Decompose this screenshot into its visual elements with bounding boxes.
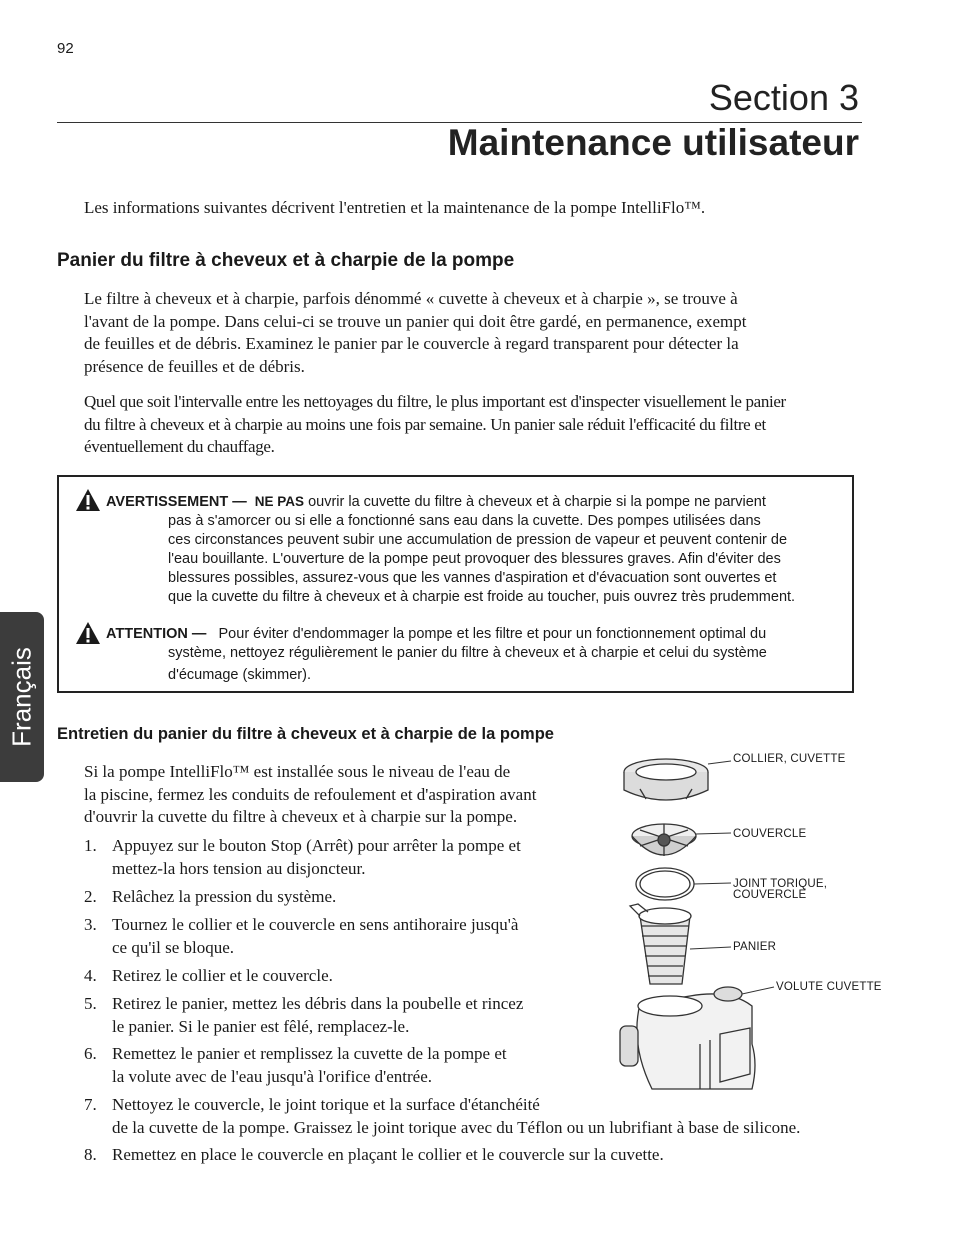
step-text: ce qu'il se bloque. — [112, 937, 235, 957]
step-number: 6. — [84, 1044, 97, 1063]
label-collar: COLLIER, CUVETTE — [733, 753, 846, 765]
text-line: du filtre à cheveux et à charpie au moins une fois par semaine. Un panier sale réduit l'efficacité du filtre et — [84, 414, 766, 434]
step-text: Retirez le panier, mettez les débris dans la poubelle et rincez — [112, 994, 524, 1013]
step-text: Retirez le collier et le couvercle. — [112, 966, 333, 985]
pump-exploded-diagram — [610, 744, 910, 1104]
step-number: 7. — [84, 1095, 97, 1114]
basket-paragraph-1 — [84, 288, 854, 378]
intro-paragraph: Les informations suivantes décrivent l'entretien et la maintenance de la pompe IntelliFlo™. — [84, 198, 706, 217]
text-line: de feuilles et de débris. Examinez le panier par le couvercle à regard transparent pour détecter la — [84, 334, 739, 353]
step-text: Appuyez sur le bouton Stop (Arrêt) pour arrêter la pompe et — [112, 836, 521, 855]
maintenance-heading: Entretien du panier du filtre à cheveux et à charpie de la pompe — [57, 725, 554, 743]
attention-block — [75, 625, 845, 685]
text-line: l'avant de la pompe. Dans celui-ci se trouve un panier qui doit être gardé, en permanence, exempt — [84, 311, 747, 331]
step-text: Tournez le collier et le couvercle en sens antihoraire jusqu'à — [112, 915, 519, 934]
label-oring-1: JOINT TORIQUE, — [733, 878, 828, 890]
warning-line: l'eau bouillante. L'ouverture de la pompe peut provoquer des blessures graves. Afin d'éviter des — [168, 551, 781, 567]
text-line: Quel que soit l'intervalle entre les nettoyages du filtre, le plus important est d'inspecter visuellement le panier — [84, 392, 786, 411]
attention-line: d'écumage (skimmer). — [168, 667, 311, 683]
warning-box — [57, 475, 854, 693]
section-title: Maintenance utilisateur — [447, 122, 859, 163]
warning-line: ces circonstances peuvent subir une accumulation de pression de vapeur et peuvent contenir de — [168, 532, 788, 548]
warning-line: blessures possibles, assurez-vous que les vannes d'aspiration et d'évacuation sont ouvertes et — [168, 570, 777, 586]
text-line: Le filtre à cheveux et à charpie, parfois dénommé « cuvette à cheveux et à charpie », se trouve à — [84, 289, 738, 308]
text-line: Si la pompe IntelliFlo™ est installée sous le niveau de l'eau de — [84, 762, 511, 781]
step-text: de la cuvette de la pompe. Graissez le joint torique avec du Téflon ou un lubrifiant à base de silicone. — [112, 1117, 801, 1137]
warning-triangle-icon — [75, 621, 101, 645]
text-line: d'ouvrir la cuvette du filtre à cheveux et à charpie sur la pompe. — [84, 807, 518, 826]
step-number: 2. — [84, 887, 97, 906]
label-volute: VOLUTE CUVETTE — [776, 981, 882, 993]
warning-triangle-icon — [75, 488, 101, 512]
step-text: Relâchez la pression du système. — [112, 887, 337, 906]
step-number: 3. — [84, 915, 97, 934]
label-lid: COUVERCLE — [733, 828, 807, 840]
step-text: Remettez en place le couvercle en plaçant le collier et le couvercle sur la cuvette. — [112, 1145, 664, 1164]
warning-first-line: ouvrir la cuvette du filtre à cheveux et à charpie si la pompe ne parvient — [308, 494, 766, 510]
language-tab — [0, 612, 44, 782]
warning-keyword: AVERTISSEMENT — — [106, 494, 247, 510]
warning-ne-pas: NE PAS — [254, 494, 305, 509]
warning-block — [75, 492, 845, 607]
attention-line: système, nettoyez régulièrement le panier du filtre à cheveux et à charpie et celui du système — [168, 645, 767, 661]
warning-line: pas à s'amorcer ou si elle a fonctionné sans eau dans la cuvette. Des pompes utilisées dans — [168, 513, 761, 529]
step-number: 8. — [84, 1145, 97, 1164]
text-line: la piscine, fermez les conduits de refoulement et d'aspiration avant — [84, 784, 537, 804]
basket-heading: Panier du filtre à cheveux et à charpie de la pompe — [57, 250, 515, 271]
step-text: le panier. Si le panier est fêlé, remplacez-le. — [112, 1016, 410, 1036]
step-text: mettez-la hors tension au disjoncteur. — [112, 858, 366, 878]
step-number: 1. — [84, 836, 97, 855]
text-line: éventuellement du chauffage. — [84, 437, 275, 456]
maintenance-intro — [84, 761, 594, 829]
step-number: 5. — [84, 994, 97, 1013]
page-number: 92 — [57, 40, 74, 57]
attention-keyword: ATTENTION — — [106, 626, 207, 642]
pump-parts-illustration — [610, 744, 910, 1104]
step-text: la volute avec de l'eau jusqu'à l'orifice d'entrée. — [112, 1066, 432, 1086]
label-oring-2: COUVERCLE — [733, 889, 807, 901]
basket-paragraph-2 — [84, 391, 854, 459]
section-number: Section 3 — [708, 77, 859, 118]
warning-line: que la cuvette du filtre à cheveux et à charpie est froide au toucher, puis ouvrez très prudemment. — [168, 589, 796, 605]
text-line: présence de feuilles et de débris. — [84, 356, 305, 376]
step-number: 4. — [84, 966, 97, 985]
step-text: Nettoyez le couvercle, le joint torique et la surface d'étanchéité — [112, 1095, 540, 1114]
label-basket: PANIER — [733, 941, 777, 953]
language-tab-label: Français — [6, 647, 37, 747]
step-text: Remettez le panier et remplissez la cuvette de la pompe et — [112, 1044, 507, 1063]
attention-first-line: Pour éviter d'endommager la pompe et les filtre et pour un fonctionnement optimal du — [218, 626, 767, 642]
